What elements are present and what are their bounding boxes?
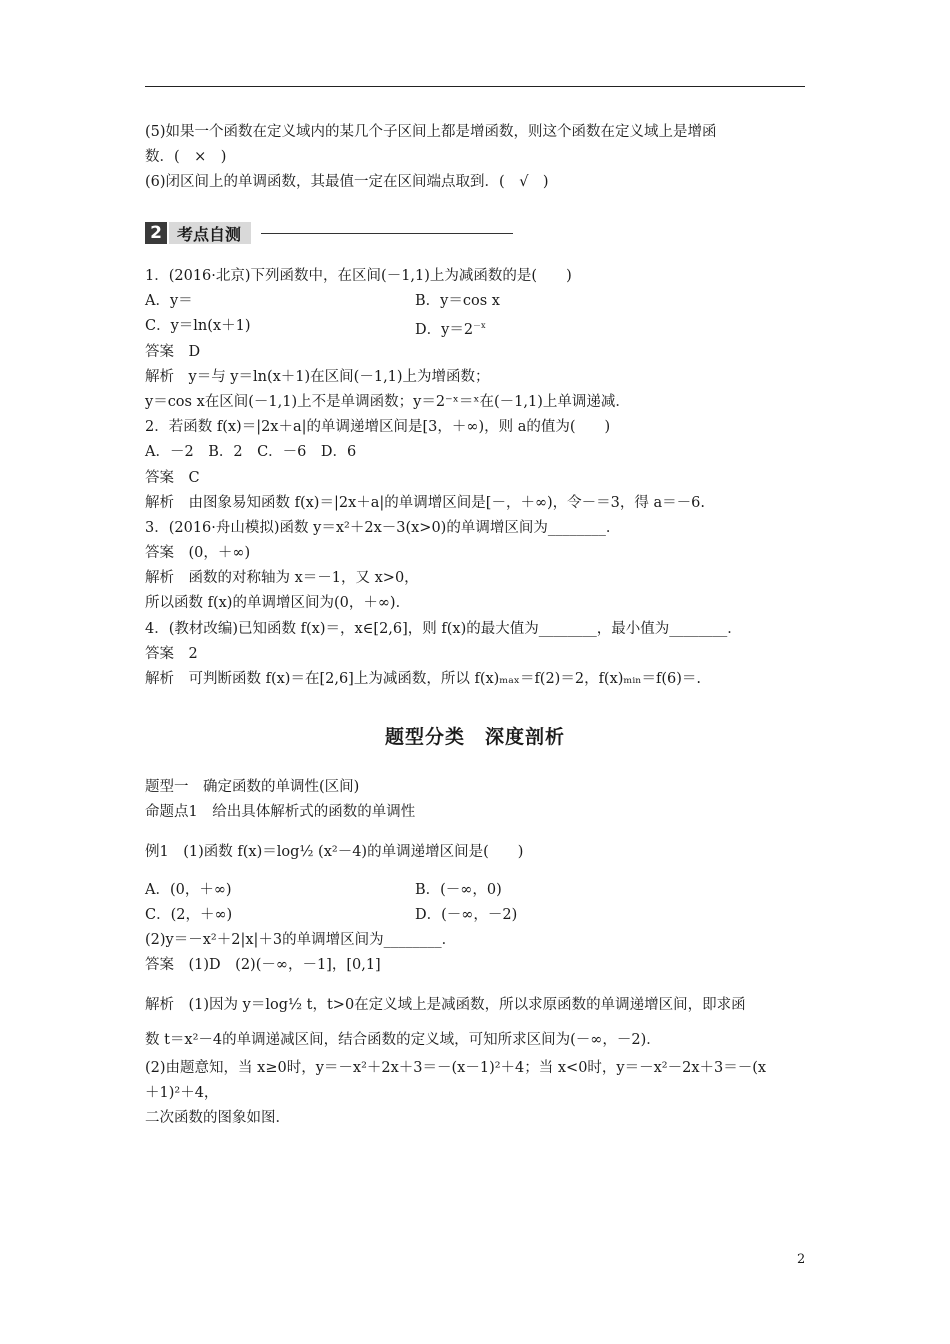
example1-option-c: C．(2，＋∞) — [145, 907, 233, 923]
example1-analysis-5: 二次函数的图象如图． — [145, 1110, 290, 1126]
q4-answer: 答案 2 — [145, 646, 198, 662]
q1-stem: 1．(2016·北京)下列函数中，在区间(－1,1)上为减函数的是( ) — [145, 268, 572, 284]
q3-analysis-2: 所以函数 f(x)的单调增区间为(0，＋∞)． — [145, 595, 411, 611]
section-number: 2 — [145, 222, 167, 244]
section-2-header — [145, 221, 513, 245]
type1-title: 题型一 确定函数的单调性(区间) — [145, 779, 360, 795]
q2-answer: 答案 C — [145, 470, 200, 486]
q4-analysis: 解析 可判断函数 f(x)＝在[2,6]上为减函数，所以 f(x)ₘₐₓ＝f(2)＝2，f(x)ₘᵢₙ＝f(6)＝. — [145, 671, 702, 687]
judgment-6: (6)闭区间上的单调函数，其最值一定在区间端点取到．( √ ) — [145, 174, 549, 190]
example1-analysis-1: 解析 (1)因为 y＝log½ t，t>0在定义域上是减函数，所以求原函数的单调递增区间，即求函 — [145, 997, 746, 1013]
page-number: 2 — [797, 1252, 806, 1267]
example1-option-a: A．(0，＋∞) — [145, 882, 232, 898]
example1-analysis-3: (2)由题意知，当 x≥0时，y＝－x²＋2x＋3＝－(x－1)²＋4；当 x<0时，y＝－x²－2x＋3＝－(x — [145, 1060, 767, 1076]
part-title: 题型分类 深度剖析 — [384, 726, 565, 748]
q1-option-d — [415, 316, 486, 340]
q3-analysis-1: 解析 函数的对称轴为 x＝－1，又 x>0， — [145, 570, 419, 586]
example1-answer: 答案 (1)D (2)(－∞，－1]，[0,1] — [145, 957, 381, 973]
example1-analysis-4: ＋1)²＋4， — [145, 1085, 219, 1101]
example1-part2: (2)y＝－x²＋2|x|＋3的单调增区间为________． — [145, 932, 457, 948]
judgment-5-line1: (5)如果一个函数在定义域内的某几个子区间上都是增函数，则这个函数在定义域上是增函 — [145, 124, 717, 140]
q2-analysis: 解析 由图象易知函数 f(x)＝|2x＋a|的单调增区间是[－，＋∞)，令－＝3，得 a＝－6. — [145, 495, 705, 511]
type1-point1: 命题点1 给出具体解析式的函数的单调性 — [145, 804, 416, 820]
header-rule — [145, 86, 805, 87]
q1-option-b: B．y＝cos x — [415, 293, 500, 309]
section-rule — [261, 233, 513, 234]
q4-stem: 4．(教材改编)已知函数 f(x)＝，x∈[2,6]，则 f(x)的最大值为________，最小值为________． — [145, 621, 742, 637]
example1-stem: 例1 (1)函数 f(x)＝log½ (x²－4)的单调递增区间是( ) — [145, 844, 524, 860]
example1-analysis-2: 数 t＝x²－4的单调递减区间，结合函数的定义域，可知所求区间为(－∞，－2)． — [145, 1032, 661, 1048]
q1-answer: 答案 D — [145, 344, 201, 360]
q2-options: A．－2 B．2 C．－6 D．6 — [145, 444, 357, 460]
q1-analysis-1: 解析 y＝与 y＝ln(x＋1)在区间(－1,1)上为增函数； — [145, 369, 490, 385]
section-title: 考点自测 — [169, 222, 251, 244]
q1-option-d-main: D．y＝2 — [415, 321, 474, 338]
q3-stem: 3．(2016·舟山模拟)函数 y＝x²＋2x－3(x>0)的单调增区间为________． — [145, 520, 621, 536]
q1-option-c: C．y＝ln(x＋1) — [145, 318, 251, 334]
example1-option-b: B．(－∞，0) — [415, 882, 502, 898]
q1-option-d-exponent: －x — [473, 321, 486, 330]
example1-option-d: D．(－∞，－2) — [415, 907, 518, 923]
q1-analysis-2: y＝cos x在区间(－1,1)上不是单调函数；y＝2⁻ˣ＝ˣ在(－1,1)上单调递减． — [145, 394, 630, 410]
judgment-5-line2: 数．( × ) — [145, 149, 227, 165]
q3-answer: 答案 (0，＋∞) — [145, 545, 251, 561]
q2-stem: 2．若函数 f(x)＝|2x＋a|的单调递增区间是[3，＋∞)，则 a的值为( ) — [145, 419, 611, 435]
q1-option-a: A．y＝ — [145, 293, 193, 309]
